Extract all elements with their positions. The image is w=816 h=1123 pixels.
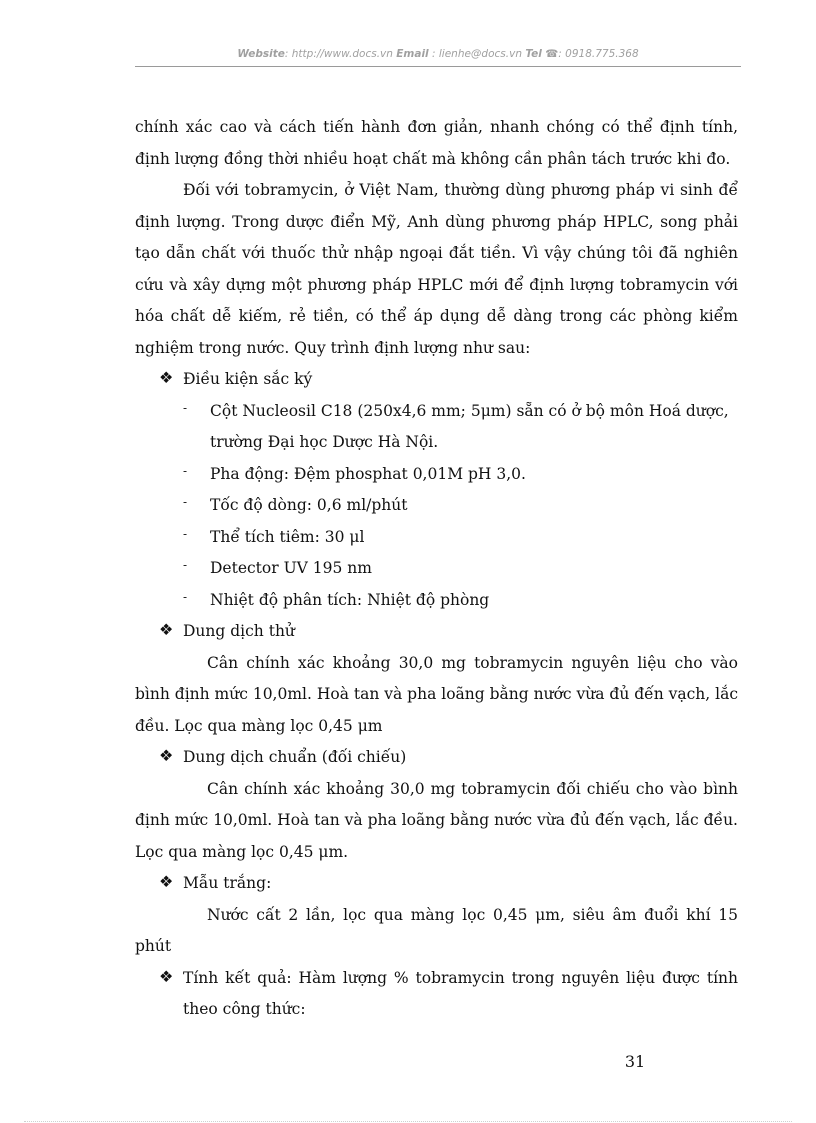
footer-divider xyxy=(24,1121,792,1122)
dash-bullet-icon: - xyxy=(183,526,188,541)
header-website-label: Website xyxy=(237,48,285,60)
condition-column: Cột Nucleosil C18 (250x4,6 mm; 5μm) sẵn có ở bộ môn Hoá dược, trường Đại học Dược Hà Nội. xyxy=(210,401,729,451)
standard-solution-text: Cân chính xác khoảng 30,0 mg tobramycin đối chiếu cho vào bình định mức 10,0ml. Hoà tan và pha loãng bằng nước vừa đủ đến vạch, lắc đều. Lọc qua màng lọc 0,45 μm. xyxy=(135,779,738,861)
header-email-value: : lienhe@docs.vn xyxy=(428,48,522,60)
dash-bullet-icon: - xyxy=(183,589,188,604)
section-title: Mẫu trắng: xyxy=(183,874,272,892)
page-number: 31 xyxy=(624,1052,646,1071)
section-title: Dung dịch thử xyxy=(183,622,295,640)
list-item xyxy=(183,459,738,491)
paragraph-intro: chính xác cao và cách tiến hành đơn giản, nhanh chóng có thể định tính, định lượng đồng thời nhiều hoạt chất mà không cần phân tách trước khi đo. xyxy=(135,118,738,168)
calculation-text: Tính kết quả: Hàm lượng % tobramycin trong nguyên liệu được tính theo công thức: xyxy=(183,968,738,1018)
header-tel-label: Tel xyxy=(525,48,542,60)
blank-text: Nước cất 2 lần, lọc qua màng lọc 0,45 μm, siêu âm đuổi khí 15 phút xyxy=(135,905,738,955)
section-test-solution xyxy=(159,616,738,648)
paragraph-tobramycin: Đối với tobramycin, ở Việt Nam, thường dùng phương pháp vi sinh để định lượng. Trong dược điển Mỹ, Anh dùng phương pháp HPLC, song phải tạo dẫn chất với thuốc thử nhập ngoại đắt tiền. Vì vậy chúng tôi đã nghiên cứu và xây dựng một phương pháp HPLC mới để định lượng tobramycin với hóa chất dễ kiếm, rẻ tiền, có thể áp dụng dễ dàng trong các phòng kiểm nghiệm trong nước. Quy trình định lượng như sau: xyxy=(135,181,738,357)
dash-bullet-icon: - xyxy=(183,400,188,415)
section-title: Dung dịch chuẩn (đối chiếu) xyxy=(183,748,407,766)
header-website-value: : http://www.docs.vn xyxy=(284,48,393,60)
section-blank xyxy=(159,868,738,900)
section-standard-solution xyxy=(159,742,738,774)
page-header xyxy=(135,48,741,64)
section-chromatography-conditions xyxy=(159,364,738,396)
condition-flow-rate: Tốc độ dòng: 0,6 ml/phút xyxy=(210,496,408,514)
diamond-bullet-icon: ❖ xyxy=(159,872,174,891)
section-title: Điều kiện sắc ký xyxy=(183,370,313,388)
dash-bullet-icon: - xyxy=(183,495,188,509)
list-item xyxy=(183,522,738,554)
test-solution-text: Cân chính xác khoảng 30,0 mg tobramycin nguyên liệu cho vào bình định mức 10,0ml. Hoà tan và pha loãng bằng nước vừa đủ đến vạch, lắc đều. Lọc qua màng lọc 0,45 μm xyxy=(135,653,739,735)
list-item xyxy=(183,585,738,617)
dash-bullet-icon: - xyxy=(183,558,188,572)
document-body xyxy=(135,112,738,1026)
list-item xyxy=(183,553,738,585)
diamond-bullet-icon: ❖ xyxy=(159,620,174,639)
header-email-label: Email xyxy=(396,48,429,60)
section-calculation xyxy=(159,963,738,1026)
diamond-bullet-icon: ❖ xyxy=(159,746,174,765)
header-divider xyxy=(135,66,741,67)
header-tel-value: ☎: 0918.775.368 xyxy=(541,48,639,60)
dash-bullet-icon: - xyxy=(183,463,188,478)
list-item xyxy=(183,490,738,522)
diamond-bullet-icon: ❖ xyxy=(159,966,174,986)
list-item xyxy=(183,396,738,459)
condition-detector: Detector UV 195 nm xyxy=(210,559,372,577)
condition-mobile-phase: Pha động: Đệm phosphat 0,01M pH 3,0. xyxy=(210,464,526,483)
diamond-bullet-icon: ❖ xyxy=(159,368,174,387)
condition-temperature: Nhiệt độ phân tích: Nhiệt độ phòng xyxy=(210,590,490,609)
condition-injection-volume: Thể tích tiêm: 30 μl xyxy=(210,527,365,546)
